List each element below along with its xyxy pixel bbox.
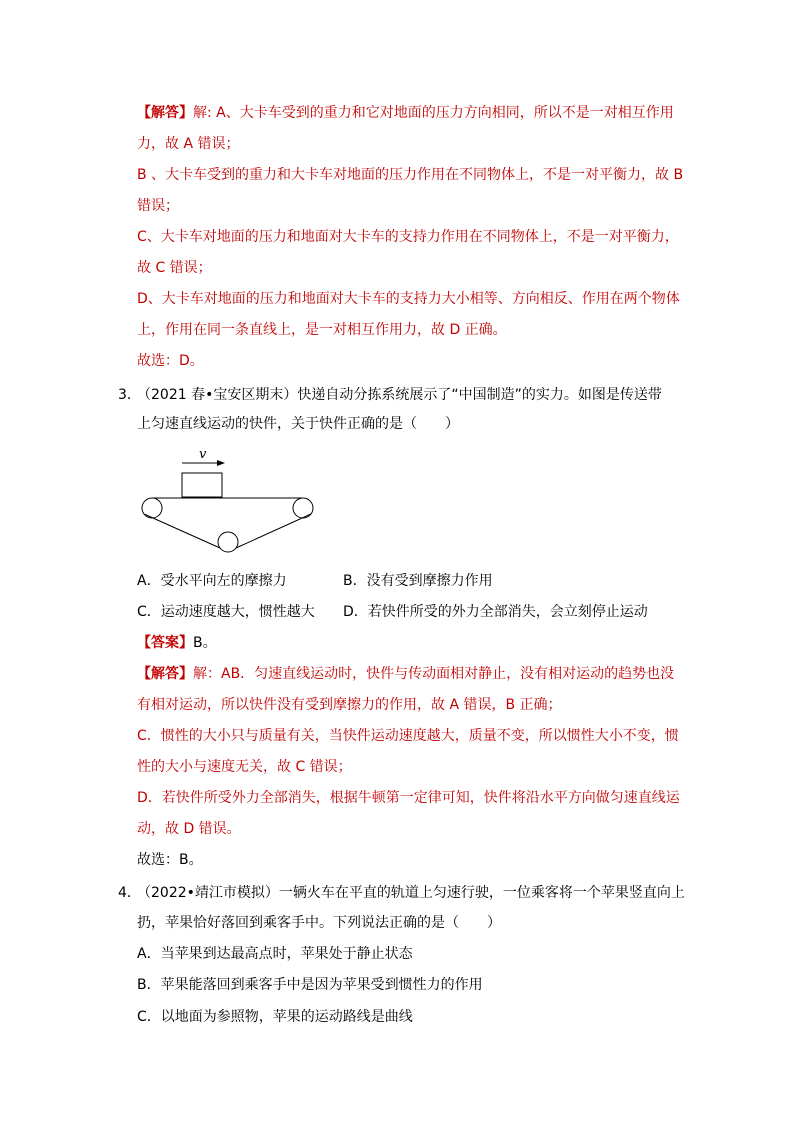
q3-stem-line-2: 上匀速直线运动的快件，关于快件正确的是（ ） bbox=[137, 416, 459, 432]
conveyor-belt-diagram bbox=[137, 444, 317, 556]
q2-analysis-line-8: 上，作用在同一条直线上，是一对相互作用力，故 D 正确。 bbox=[137, 322, 507, 338]
q3-analysis-line-7: 故选：B。 bbox=[137, 852, 203, 868]
belt-right bbox=[236, 514, 311, 548]
q2-analysis-line-2: 力，故 A 错误； bbox=[137, 136, 240, 152]
q3-option-d: D．若快件所受的外力全部消失，会立刻停止运动 bbox=[343, 604, 648, 620]
analysis-tag: 【解答】 bbox=[137, 666, 193, 682]
velocity-label: v bbox=[199, 447, 207, 462]
q3-analysis-line-1 bbox=[137, 665, 682, 683]
q4-number: 4． bbox=[118, 885, 141, 901]
answer-tag: 【答案】 bbox=[137, 635, 193, 651]
answer-value: B。 bbox=[193, 635, 217, 651]
q2-analysis-line-9: 故选：D。 bbox=[137, 353, 204, 369]
belt-left bbox=[144, 514, 220, 548]
analysis-text: 解：AB．匀速直线运动时，快件与传动面相对静止，没有相对运动的趋势也没 bbox=[193, 666, 675, 682]
q3-stem-line-1: （2021 春•宝安区期末）快递自动分拣系统展示了“中国制造”的实力。如图是传送带 bbox=[137, 387, 662, 403]
q3-analysis-line-2: 有相对运动，所以快件没有受到摩擦力的作用，故 A 错误，B 正确； bbox=[137, 697, 562, 713]
q3-analysis-line-5: D．若快件所受外力全部消失，根据牛顿第一定律可知，快件将沿水平方向做匀速直线运 bbox=[137, 790, 680, 806]
q2-analysis-line-4: 错误； bbox=[137, 198, 179, 214]
q2-analysis-line-6: 故 C 错误； bbox=[137, 260, 212, 276]
bottom-roller bbox=[218, 532, 238, 552]
q2-analysis-line-7: D、大卡车对地面的压力和地面对大卡车的支持力大小相等、方向相反、作用在两个物体 bbox=[137, 291, 680, 307]
q3-option-c: C．运动速度越大，惯性越大 bbox=[137, 604, 315, 620]
package-box bbox=[182, 473, 222, 497]
analysis-tag: 【解答】 bbox=[137, 105, 193, 121]
q3-option-b: B．没有受到摩擦力作用 bbox=[343, 573, 493, 589]
q4-stem-line-1: （2022•靖江市模拟）一辆火车在平直的轨道上匀速行驶，一位乘客将一个苹果竖直向上 bbox=[137, 885, 685, 901]
q3-analysis-line-3: C．惯性的大小只与质量有关，当快件运动速度越大，质量不变，所以惯性大小不变，惯 bbox=[137, 728, 679, 744]
q3-option-a: A．受水平向左的摩擦力 bbox=[137, 573, 287, 589]
q3-analysis-line-6: 动，故 D 错误。 bbox=[137, 821, 241, 837]
left-roller bbox=[142, 498, 162, 518]
q3-analysis-line-4: 性的大小与速度无关，故 C 错误； bbox=[137, 759, 352, 775]
q4-option-c: C．以地面为参照物，苹果的运动路线是曲线 bbox=[137, 1009, 413, 1025]
q2-analysis-line-3: B 、大卡车受到的重力和大卡车对地面的压力作用在不同物体上，不是一对平衡力，故 B bbox=[137, 167, 684, 183]
q4-option-a: A．当苹果到达最高点时，苹果处于静止状态 bbox=[137, 946, 413, 962]
q2-analysis-line-1 bbox=[137, 104, 682, 122]
q3-number: 3． bbox=[118, 387, 141, 403]
q4-stem-line-2: 扔，苹果恰好落回到乘客手中。下列说法正确的是（ ） bbox=[137, 915, 501, 931]
velocity-arrowhead bbox=[217, 460, 225, 466]
q3-answer-line bbox=[137, 634, 682, 652]
q4-option-b: B．苹果能落回到乘客手中是因为苹果受到惯性力的作用 bbox=[137, 977, 483, 993]
analysis-text: 解: A、大卡车受到的重力和它对地面的压力方向相同，所以不是一对相互作用 bbox=[193, 105, 674, 121]
q2-analysis-line-5: C、大卡车对地面的压力和地面对大卡车的支持力作用在不同物体上，不是一对平衡力， bbox=[137, 229, 679, 245]
